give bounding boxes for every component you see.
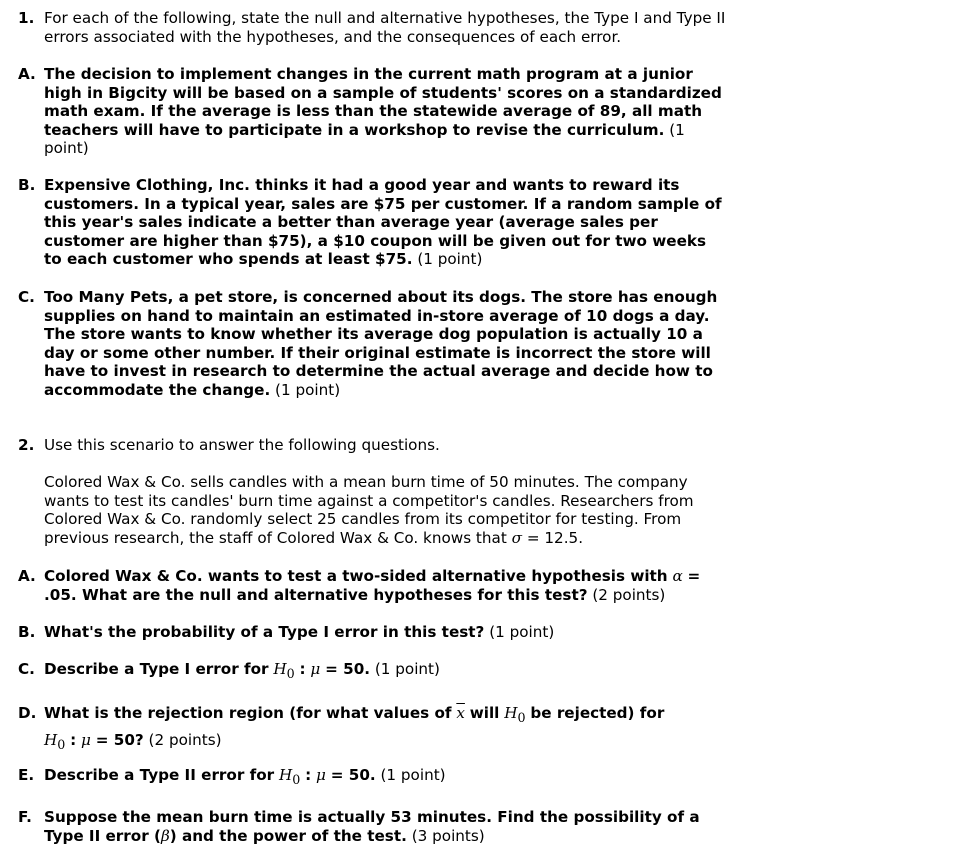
question-2f [18,808,728,845]
question-number: 1. [18,9,35,27]
points-label: (1 point) [417,250,483,268]
colon: : [70,731,77,750]
part-text: Describe a Type I error for [44,660,269,678]
question-2c [18,660,728,684]
part-text-cont: = .05. What are the null and alternative hypotheses for this test? [44,567,701,604]
part-letter: D. [18,704,37,722]
part-text: Expensive Clothing, Inc. thinks it had a good year and wants to reward its customers. In a typical year, sales are $75 per customer. If a random sample of this year's sales indicate a better than average year (average sales per customer are higher than $75), a $10 coupon will be given out for two weeks to each customer who spends at least $75. [44,176,722,268]
equation-value: = 50? [95,731,144,750]
mu-symbol: μ [316,766,326,784]
question-2 [18,436,728,455]
h-subscript: 0 [57,737,66,753]
part-text: What's the probability of a Type I error in this test? [44,623,485,641]
equation-value: = 50. [325,660,371,678]
part-letter: A. [18,65,36,83]
h-symbol: H [504,704,518,722]
question-number: 2. [18,436,35,454]
part-letter: C. [18,288,35,306]
h-symbol: H [273,660,287,678]
h-symbol: H [44,731,58,750]
part-text: Colored Wax & Co. wants to test a two-sided alternative hypothesis with [44,567,668,585]
part-text-cont: will [469,704,500,722]
scenario-text: Colored Wax & Co. sells candles with a mean burn time of 50 minutes. The company wants to test its candles' burn time against a competitor's candles. Researchers from Colored Wax & Co. randomly select 25 candles from its competitor for testing. From previous research, the staff of Colored Wax & Co. knows that [44,473,694,547]
part-text: Suppose the mean burn time is actually 53 minutes. Find the possibility of a Type II error ( [44,808,700,845]
question-2a [18,567,728,604]
points-label: (1 point) [44,120,685,157]
part-letter: E. [18,766,35,784]
points-label: (3 points) [411,826,485,845]
sigma-symbol: σ [511,528,522,547]
question-1a [18,65,728,158]
question-2d [18,702,728,756]
part-letter: F. [18,808,32,826]
part-text: What is the rejection region (for what values of [44,704,452,722]
alpha-symbol: α [672,567,683,585]
points-label: (1 point) [275,380,341,399]
part-letter: C. [18,660,35,678]
colon: : [305,766,312,784]
points-label: (2 points) [592,585,666,604]
part-letter: B. [18,176,36,194]
beta-symbol: β [160,826,170,845]
question-1c [18,288,728,399]
points-label: (1 point) [374,660,440,678]
h-symbol: H [279,766,293,784]
xbar-symbol: $\overline{x}$ [456,704,465,722]
h-subscript: 0 [517,710,526,726]
colon: : [299,660,306,678]
points-label: (2 points) [148,731,222,750]
question-text: For each of the following, state the null and alternative hypotheses, the Type I and Type II errors associated with the hypotheses, and the consequences of each error. [44,9,726,46]
part-text: The decision to implement changes in the current math program at a junior high in Bigcity will be based on a sample of students' scores on a standardized math exam. If the average is less than the statewide average of 89, all math teachers will have to participate in a workshop to revise the curriculum. [44,65,722,139]
mu-symbol: μ [81,731,91,750]
h-subscript: 0 [286,666,295,682]
part-letter: A. [18,567,36,585]
question-text: Use this scenario to answer the following questions. [44,436,440,454]
part-text-cont: be rejected) for [530,704,665,722]
part-text: Too Many Pets, a pet store, is concerned about its dogs. The store has enough supplies on hand to maintain an estimated in-store average of 10 dogs a day. The store wants to know whether its average dog population is actually 10 a day or some other number. If their original estimate is incorrect the store will have to invest in research to determine the actual average and decide how to accommodate the change. [44,288,718,399]
points-label: (1 point) [380,766,446,784]
question-1b [18,176,728,269]
part-text: Describe a Type II error for [44,766,275,784]
points-label: (1 point) [489,623,555,641]
question-2b [18,623,728,642]
part-letter: B. [18,623,36,641]
sigma-value: = 12.5 [526,528,579,547]
question-1 [18,9,728,46]
scenario: Colored Wax & Co. sells candles with a mean burn time of 50 minutes. The company wants to test its candles' burn time against a competitor's candles. Researchers from Colored Wax & Co. randomly select 25 candles from its competitor for testing. From previous research, the staff of Colored Wax & Co. knows that σ = 12.5. [44,473,694,547]
question-2e [18,766,728,790]
h-subscript: 0 [292,772,301,788]
part-text-cont: ) and the power of the test. [169,826,407,845]
equation-value: = 50. [330,766,376,784]
mu-symbol: μ [310,660,321,678]
